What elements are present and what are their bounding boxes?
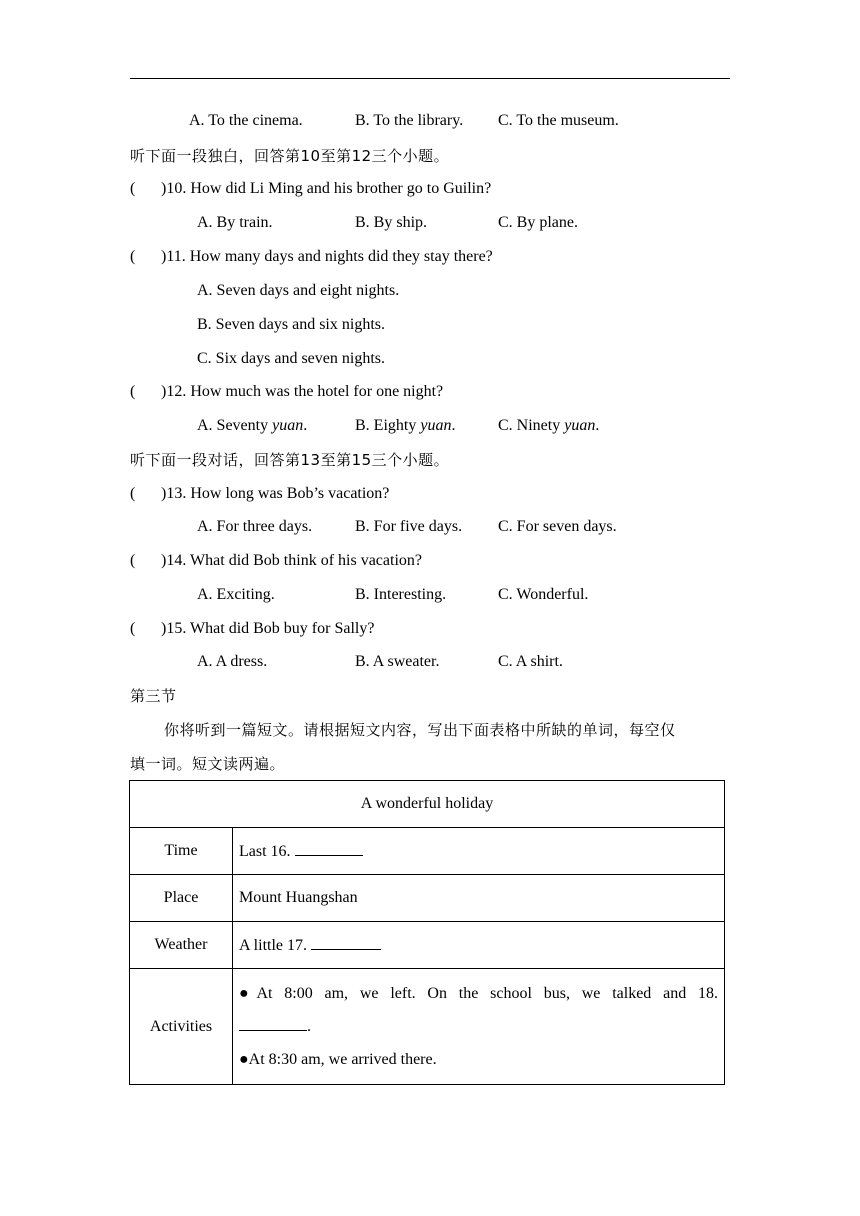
answer-blank-18[interactable]: [239, 1016, 307, 1031]
q15-option-a: A. A dress.: [197, 653, 268, 670]
q14-paren: (: [130, 552, 136, 569]
instruction-monologue: 听下面一段独白，回答第10至第12三个小题。: [130, 147, 450, 165]
table-row: [130, 875, 725, 922]
q15-option-c: C. A shirt.: [498, 653, 563, 670]
row-value-weather: A little 17.: [233, 922, 725, 969]
section-heading: 第三节: [130, 687, 177, 705]
q11-option-c: C. Six days and seven nights.: [197, 350, 385, 367]
activity-line-1: ●At 8:00 am, we left. On the school bus, we talked and 18.: [239, 985, 718, 1002]
table-row: [130, 922, 725, 969]
q14-option-a: A. Exciting.: [197, 586, 275, 603]
row-label-time: Time: [130, 828, 233, 875]
q10-option-b: B. By ship.: [355, 214, 428, 231]
holiday-table: [129, 780, 725, 1085]
q11-paren: (: [130, 248, 136, 265]
q12-stem: )12. How much was the hotel for one night?: [161, 383, 444, 400]
q15-option-b: B. A sweater.: [355, 653, 440, 670]
instruction-dialogue: 听下面一段对话，回答第13至第15三个小题。: [130, 451, 450, 469]
row-value-activities: [233, 969, 725, 1085]
q13-option-c: C. For seven days.: [498, 518, 617, 535]
row-label-activities: Activities: [130, 969, 233, 1085]
q14-option-b: B. Interesting.: [355, 586, 447, 603]
q15-stem: )15. What did Bob buy for Sally?: [161, 620, 375, 637]
q15-paren: (: [130, 620, 136, 637]
q10-option-a: A. By train.: [197, 214, 273, 231]
row-value-place: Mount Huangshan: [233, 875, 725, 922]
section-intro-line2: 填一词。短文读两遍。: [130, 755, 286, 773]
table-row: [130, 969, 725, 1085]
activity-line-2: ●At 8:30 am, we arrived there.: [239, 1051, 437, 1068]
q10-paren: (: [130, 180, 136, 197]
header-rule: [130, 78, 730, 79]
q14-option-c: C. Wonderful.: [498, 586, 589, 603]
answer-blank-17[interactable]: [311, 935, 381, 950]
q12-paren: (: [130, 383, 136, 400]
q10-option-c: C. By plane.: [498, 214, 578, 231]
q9-option-a: A. To the cinema.: [189, 112, 303, 129]
table-title: A wonderful holiday: [130, 781, 725, 828]
table-row: [130, 828, 725, 875]
q13-paren: (: [130, 485, 136, 502]
q9-option-b: B. To the library.: [355, 112, 464, 129]
q12-option-a: A. Seventy yuan.: [197, 417, 308, 434]
row-value-time: Last 16.: [233, 828, 725, 875]
answer-blank-16[interactable]: [295, 841, 363, 856]
row-label-place: Place: [130, 875, 233, 922]
q12-option-c: C. Ninety yuan.: [498, 417, 600, 434]
section-intro-line1: 你将听到一篇短文。请根据短文内容，写出下面表格中所缺的单词，每空仅: [164, 721, 676, 739]
q11-option-b: B. Seven days and six nights.: [197, 316, 385, 333]
q11-stem: )11. How many days and nights did they stay there?: [161, 248, 493, 265]
q12-option-b: B. Eighty yuan.: [355, 417, 456, 434]
q13-stem: )13. How long was Bob’s vacation?: [161, 485, 390, 502]
q14-stem: )14. What did Bob think of his vacation?: [161, 552, 422, 569]
row-label-weather: Weather: [130, 922, 233, 969]
q13-option-b: B. For five days.: [355, 518, 463, 535]
table-title-row: [130, 781, 725, 828]
activity-line-1-continued: .: [239, 1010, 718, 1043]
q11-option-a: A. Seven days and eight nights.: [197, 282, 400, 299]
q13-option-a: A. For three days.: [197, 518, 313, 535]
q9-option-c: C. To the museum.: [498, 112, 619, 129]
q10-stem: )10. How did Li Ming and his brother go to Guilin?: [161, 180, 492, 197]
